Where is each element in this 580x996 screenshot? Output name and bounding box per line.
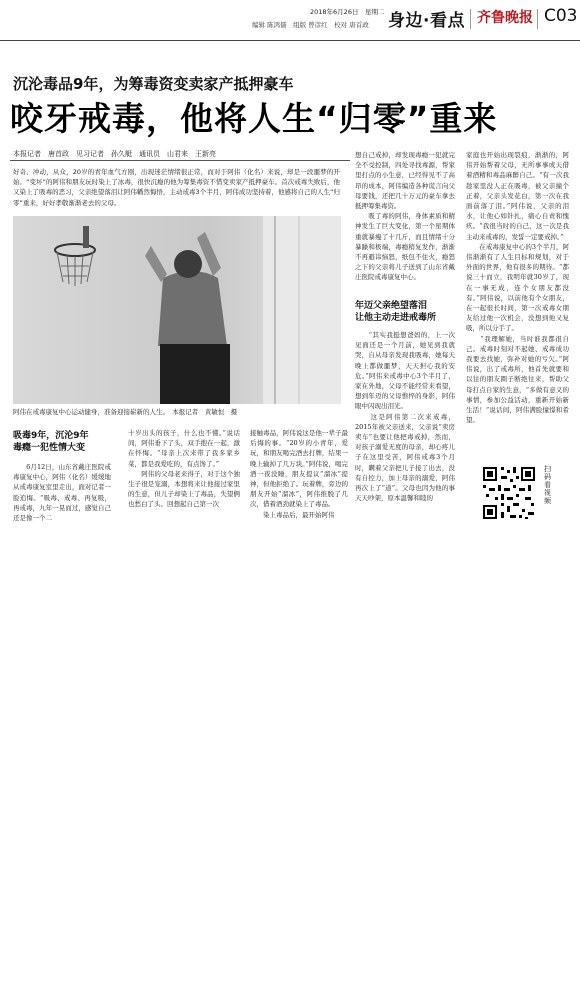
text-column-4: 想自己戒掉，却发现毒瘾一犯就完全不受控制，四处寻找毒源，帮家里打点的小生意，已经得见不了高昂的成本，阿伟编造各种谎言向父母要钱，还把几十万元的豪车拿去抵押筹集毒资。 吸了毒的阿伟，身体素质和精神发生了巨大变化，第一个星期体重就暴瘦了十几斤，而且情绪十分暴躁和极端，毒瘾稍复发作，渐渐不再避讳恼怒，纸包不住火，瘾怒之下的父亲将儿子送到了山东省戴庄医院戒毒康复中心。 [355,151,455,282]
qr-code-icon [481,465,537,521]
photo-caption: 阿伟在戒毒康复中心运动健身，准备迎接崭新的人生。 本报记者 黄敏恒 摄 [13,408,238,416]
text-column-5: 家庭也开始出现裂痕，渐渐的，阿伟开始帮着父母，无所事事或天借着酒精和毒品麻醉自己。“有一次我趁家里没人正在吸毒，被父亲撞个正着，父亲头发花白，第一次在我面前落了泪。”阿伟说，父亲的泪水，让他心如针扎，痛心自责和愧疚。“我很当时的自己，这一次是我主动来戒毒的，发誓一定要戒掉。” 在戒毒康复中心的3个半月，阿伟渐渐有了人生目标和规划，对于外面的世界，他有很多的期待。“都说三十而立，我明年就30岁了，现在一事无成，连个女朋友都没有。”阿伟说，以前他有个女朋友，在一起很长时间，第一次戒毒女朋友给过他一次机会，没想到他又复吸，所以分手了。 “我理解她，当时谁我都很自己。戒毒时刻对不起她、戒毒成功我要去找她，弥补对她的亏欠。”阿伟说，出了戒毒所，他首先就要和以往的朋友圈子断绝往来，帮助父母打点自家的生意，“多做有意义的事情，参加公益活动，重新开始新生活！”说话间，阿伟满脸憧憬和希望。 [466,151,569,425]
header-date: 2018年6月26日 星期二 [310,8,385,16]
subheading: 吸毒9年，沉沦9年 毒瘾一犯性情大变 [13,431,89,453]
article-lede: 好奇、冲动，从众，20岁的青年血气方刚，出现迷茫情绪很正常，而对于阿伟（化名）来说，却是一段噩梦的开始。“变坏”的阿伟和朋友玩时染上了冰毒，很快沉瘾的他为筹集毒资不惜变卖家产抵押豪车。首次戒毒失败后，他又染上了吸毒的恶习，父亲绝望落泪让阿伟幡然悔悟，主动戒毒3个半月，阿伟成功坚持着，他感将自己的人生“归零”重来，好好孝敬渐渐老去的父母。 [13,168,340,207]
article-headline: 咬牙戒毒，他将人生“归零”重来 [10,99,498,138]
header-divider [537,9,538,29]
article-kicker: 沉沦毒品9年，为筹毒资变卖家产抵押豪车 [13,75,294,93]
text-column-1: 6月12日，山东省戴庄医院戒毒康复中心，阿伟（化名）缓缓地从戒毒康复室里走出，面对记者一脸追悔。“吸毒、戒毒、再复吸，再戒毒，九年一晃而过，感觉自己还是像一个二 [13,463,111,523]
subheading: 年迈父亲绝望落泪 让他主动走进戒毒所 [355,301,437,323]
header-credits: 编辑 陈鸿儒 组版 曾彦红 校对 唐首政 [252,21,369,29]
page-number: C03 [544,6,578,26]
byline-rule [10,160,350,161]
text-column-4b: “其实我挺想爸妈的，上一次见面还是一个月前，她见到我就哭，自从母亲发现我吸毒，她每天晚上都做噩梦，天天担心我的安危。”阿伟来戒毒中心3个半月了，家在外地，父母不能经常来看望，想到年迈的父母憔悴的身影，阿伟眼中闪现出泪光。 这是阿伟第二次来戒毒，2015年被父亲送来，父亲说“卖房卖车”也要让他把毒戒掉，然而，对孩子溺爱无度的母亲，却心疼儿子在这里受苦，阿伟戒毒3个月时，瞒着父亲把儿子接了出去，没有自控力，加上母亲的溺爱，阿伟再次上了“道”。父母也因为他的事天天吵架，原本温馨和睦的 [355,331,455,503]
header-divider [470,9,471,29]
photo-illustration [13,216,341,404]
article-byline: 本报记者 唐首政 见习记者 孙久艇 通讯员 山君来 王新亮 [13,150,216,158]
qr-label: 扫码看视频 [544,465,551,505]
text-column-2: 十岁出头的孩子，什么也不懂。”说话间，阿伟垂下了头，双手抱在一起，激在怀悔。“母亲上次来带了我多家乡菜，都是我爱吃的，有点馋了。” 阿伟的父母老来得子，对于这个独生子很是宠溺，本想将来让他接过家里的生意，但儿子却染上了毒品，失望俩也愁白了头。回想起自己第一次 [128,429,240,509]
qr-code[interactable] [481,465,537,521]
section-title: 身边·看点 [388,11,465,31]
newspaper-logo: 齐鲁晚报 [477,10,533,26]
header-rule [0,40,580,41]
article-photo [13,216,341,404]
text-column-3: 接触毒品，阿伟说这是他一辈子最后悔的事。“20岁的小青年，爱玩，和朋友喝完酒去打牌，结果一晚上输掉了几万块。”阿伟说，喝完酒一夜没睡，朋友提议“溜冰”提神，但他拒绝了。玩着牌，旁边的朋友开始“溜冰”，阿伟推脱了几次，借着酒劲就染上了毒品。 染上毒品后，最开始阿伟 [250,429,348,519]
